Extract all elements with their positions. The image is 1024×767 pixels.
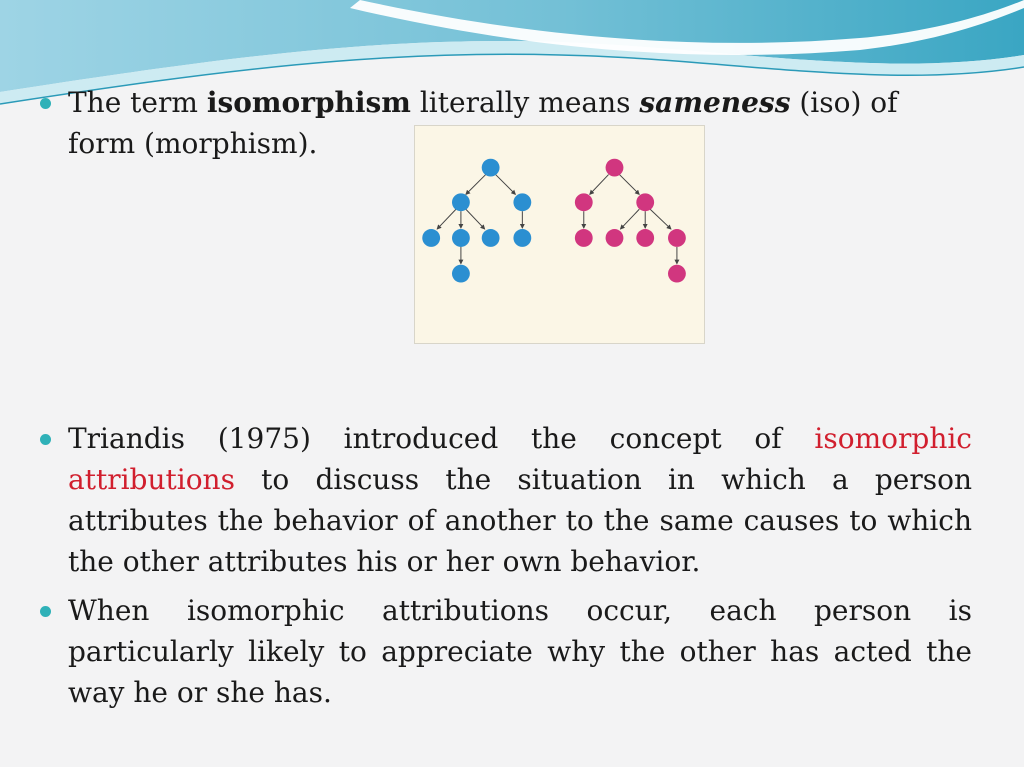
pink-tree-nodes — [575, 159, 686, 283]
pink-node — [636, 193, 654, 211]
bullet-triandis — [38, 418, 972, 582]
blue-node — [452, 193, 470, 211]
blue-node — [513, 229, 531, 247]
pink-node — [606, 229, 624, 247]
blue-node — [482, 159, 500, 177]
text-segment: Triandis (1975) introduced the concept of — [68, 422, 815, 455]
pink-node — [575, 229, 593, 247]
blue-tree-edges — [437, 175, 522, 264]
text-segment: (iso) of form (morphism). — [68, 86, 898, 160]
pink-node — [606, 159, 624, 177]
pink-node — [668, 265, 686, 283]
blue-node — [452, 265, 470, 283]
trees-svg — [415, 126, 704, 343]
bullet-isomorphic-attributions-occur: When isomorphic attributions occur, each person is particularly likely to appreciate why the other has acted the way he or she has. — [38, 590, 972, 713]
text-segment: literally means — [410, 86, 640, 119]
blue-node — [513, 193, 531, 211]
blue-node — [482, 229, 500, 247]
term-sameness: sameness — [639, 86, 791, 119]
blue-node — [452, 229, 470, 247]
isomorphic-trees-diagram — [414, 125, 705, 344]
blue-node — [422, 229, 440, 247]
pink-node — [636, 229, 654, 247]
term-isomorphic-attributions: isomorphic attributions — [68, 422, 972, 496]
text-segment: to discuss the situation in which a person attributes the behavior of another to the same causes to which the other attributes his or her own behavior. — [68, 463, 972, 578]
term-isomorphism: isomorphism — [206, 86, 411, 119]
pink-node — [575, 193, 593, 211]
pink-tree-edges — [584, 175, 677, 264]
text-segment: The term — [68, 86, 207, 119]
pink-node — [668, 229, 686, 247]
